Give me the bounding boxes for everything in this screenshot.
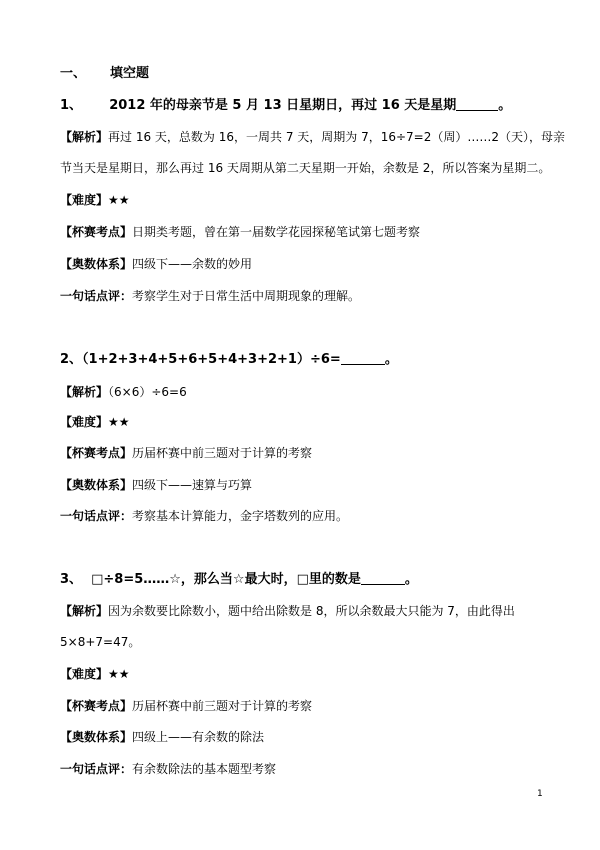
question-end: 。 [384, 352, 398, 367]
analysis-text: 因为余数要比除数小，题中给出除数是 8，所以余数最大只能为 7，由此得出 [108, 604, 515, 618]
difficulty [60, 666, 130, 682]
system-text: 四级上——有余数的除法 [132, 730, 265, 744]
section-heading [60, 66, 149, 82]
cup-topic [60, 698, 312, 714]
analysis-continued: 节当天是星期日，那么再过 16 天周期从第二天星期一开始，余数是 2，所以答案为星期二。 [60, 161, 551, 175]
question-2 [60, 352, 398, 368]
cup-topic [60, 445, 312, 461]
question-number: 3、 [60, 572, 83, 587]
comment-label: 一句话点评： [60, 762, 133, 776]
section-number: 一、 [60, 66, 87, 81]
analysis-label: 【解析】 [60, 604, 109, 618]
analysis-continued: 5×8+7=47。 [60, 635, 141, 649]
comment [60, 508, 348, 524]
cup-text: 历届杯赛中前三题对于计算的考察 [132, 699, 313, 713]
cup-text: 日期类考题，曾在第一届数学花园探秘笔试第七题考察 [132, 225, 421, 239]
olympiad-system [60, 729, 264, 745]
analysis-text: （6×6）÷6=6 [108, 385, 187, 399]
answer-blank [456, 98, 498, 111]
question-text: （1+2+3+4+5+6+5+4+3+2+1）÷6= [82, 352, 341, 367]
question-1 [60, 98, 511, 114]
cup-topic [60, 224, 420, 240]
question-number: 2、 [60, 352, 83, 367]
analysis-text: 再过 16 天，总数为 16，一周共 7 天，周期为 7，16÷7=2（周）……2（天），母亲 [108, 130, 565, 144]
system-label: 【奥数体系】 [60, 257, 133, 271]
section-title: 填空题 [110, 66, 150, 81]
difficulty-label: 【难度】 [60, 415, 109, 429]
difficulty-label: 【难度】 [60, 193, 109, 207]
analysis-label: 【解析】 [60, 130, 109, 144]
answer-blank [341, 352, 385, 365]
question-end: 。 [404, 572, 418, 587]
page-number: 1 [537, 789, 543, 799]
comment-text: 考察学生对于日常生活中周期现象的理解。 [132, 289, 361, 303]
system-text: 四级下——余数的妙用 [132, 257, 253, 271]
answer-blank [361, 572, 405, 585]
analysis-label: 【解析】 [60, 385, 109, 399]
cup-label: 【杯赛考点】 [60, 225, 133, 239]
cup-label: 【杯赛考点】 [60, 699, 133, 713]
analysis [60, 129, 565, 145]
comment [60, 288, 360, 304]
difficulty-stars: ★★ [108, 193, 130, 207]
olympiad-system [60, 477, 252, 493]
cup-text: 历届杯赛中前三题对于计算的考察 [132, 446, 313, 460]
difficulty-label: 【难度】 [60, 667, 109, 681]
difficulty-stars: ★★ [108, 415, 130, 429]
difficulty-stars: ★★ [108, 667, 130, 681]
comment-label: 一句话点评： [60, 509, 133, 523]
comment-text: 有余数除法的基本题型考察 [132, 762, 277, 776]
difficulty [60, 414, 130, 430]
olympiad-system [60, 256, 252, 272]
cup-label: 【杯赛考点】 [60, 446, 133, 460]
analysis [60, 384, 187, 400]
analysis [60, 603, 515, 619]
system-text: 四级下——速算与巧算 [132, 478, 253, 492]
question-end: 。 [498, 98, 512, 113]
comment-text: 考察基本计算能力，金字塔数列的应用。 [132, 509, 349, 523]
comment [60, 761, 276, 777]
question-number: 1、 [60, 98, 83, 113]
question-text: 2012 年的母亲节是 5 月 13 日星期日，再过 16 天是星期 [109, 98, 457, 113]
difficulty [60, 192, 130, 208]
system-label: 【奥数体系】 [60, 478, 133, 492]
system-label: 【奥数体系】 [60, 730, 133, 744]
question-text: □÷8=5……☆，那么当☆最大时，□里的数是 [91, 572, 361, 587]
comment-label: 一句话点评： [60, 289, 133, 303]
question-3 [60, 572, 418, 588]
